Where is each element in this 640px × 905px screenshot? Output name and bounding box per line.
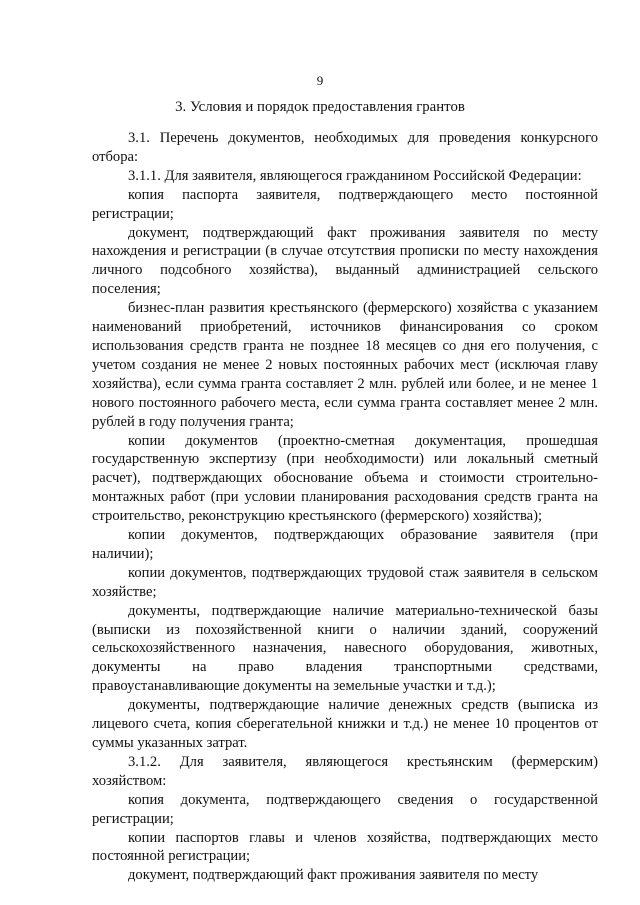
paragraph-registration-copy: копия документа, подтверждающего сведения о государственной регистрации; [92,791,598,827]
paragraph-residence-document: документ, подтверждающий факт проживания заявителя по месту нахождения и регистрации (в случае отсутствия прописки по месту нахождения личного подсобного хозяйства), выданный администрацией сельского поселения; [92,224,598,298]
page-number: 9 [316,73,324,88]
paragraph-3-1-2: 3.1.2. Для заявителя, являющегося крестьянским (фермерским) хозяйством: [92,753,598,789]
paragraph-project-documents: копии документов (проектно-сметная документация, прошедшая государственную экспертизу (при необходимости) или локальный сметный расчет), подтверждающих обоснование объема и стоимости строительно-монтажных работ (при условии планирования расходования средств гранта на строительство, реконструкцию крестьянского (фермерского) хозяйства); [92,432,598,525]
paragraph-business-plan: бизнес-план развития крестьянского (фермерского) хозяйства с указанием наименований приобретений, источников финансирования со сроком использования средств гранта не позднее 18 месяцев со дня его получения, с учетом создания не менее 2 новых постоянных рабочих мест (исключая главу хозяйства), если сумма гранта составляет 2 млн. рублей или более, и не менее 1 нового постоянного рабочего места, если сумма гранта составляет менее 2 млн. рублей в году получения гранта; [92,300,598,430]
section-title: 3. Условия и порядок предоставления грантов [175,99,465,115]
paragraph-education-documents: копии документов, подтверждающих образование заявителя (при наличии); [92,527,598,562]
paragraph-work-experience: копии документов, подтверждающих трудовой стаж заявителя в сельском хозяйстве; [92,564,598,600]
paragraph-3-1: 3.1. Перечень документов, необходимых для проведения конкурсного отбора: [92,130,598,165]
paragraph-3-1-1: 3.1.1. Для заявителя, являющегося гражданином Российской Федерации: [128,167,582,184]
paragraph-passports-copies: копии паспортов главы и членов хозяйства, подтверждающих место постоянной регистрации; [92,829,598,865]
document-body [92,129,598,885]
paragraph-residence-document-2: документ, подтверждающий факт проживания заявителя по месту [128,867,539,884]
paragraph-material-base: документы, подтверждающие наличие материально-технической базы (выписки из похозяйственной книги о наличии зданий, сооружений сельскохозяйственного назначения, навесного оборудования, животных, документы на право владения транспортными средствами, правоустанавливающие документы на земельные участки и т.д.); [92,602,598,695]
paragraph-passport-copy: копия паспорта заявителя, подтверждающего место постоянной регистрации; [92,186,598,222]
paragraph-funds: документы, подтверждающие наличие денежных средств (выписка из лицевого счета, копия сберегательной книжки и т.д.) не менее 10 процентов от суммы указанных затрат. [92,697,598,751]
